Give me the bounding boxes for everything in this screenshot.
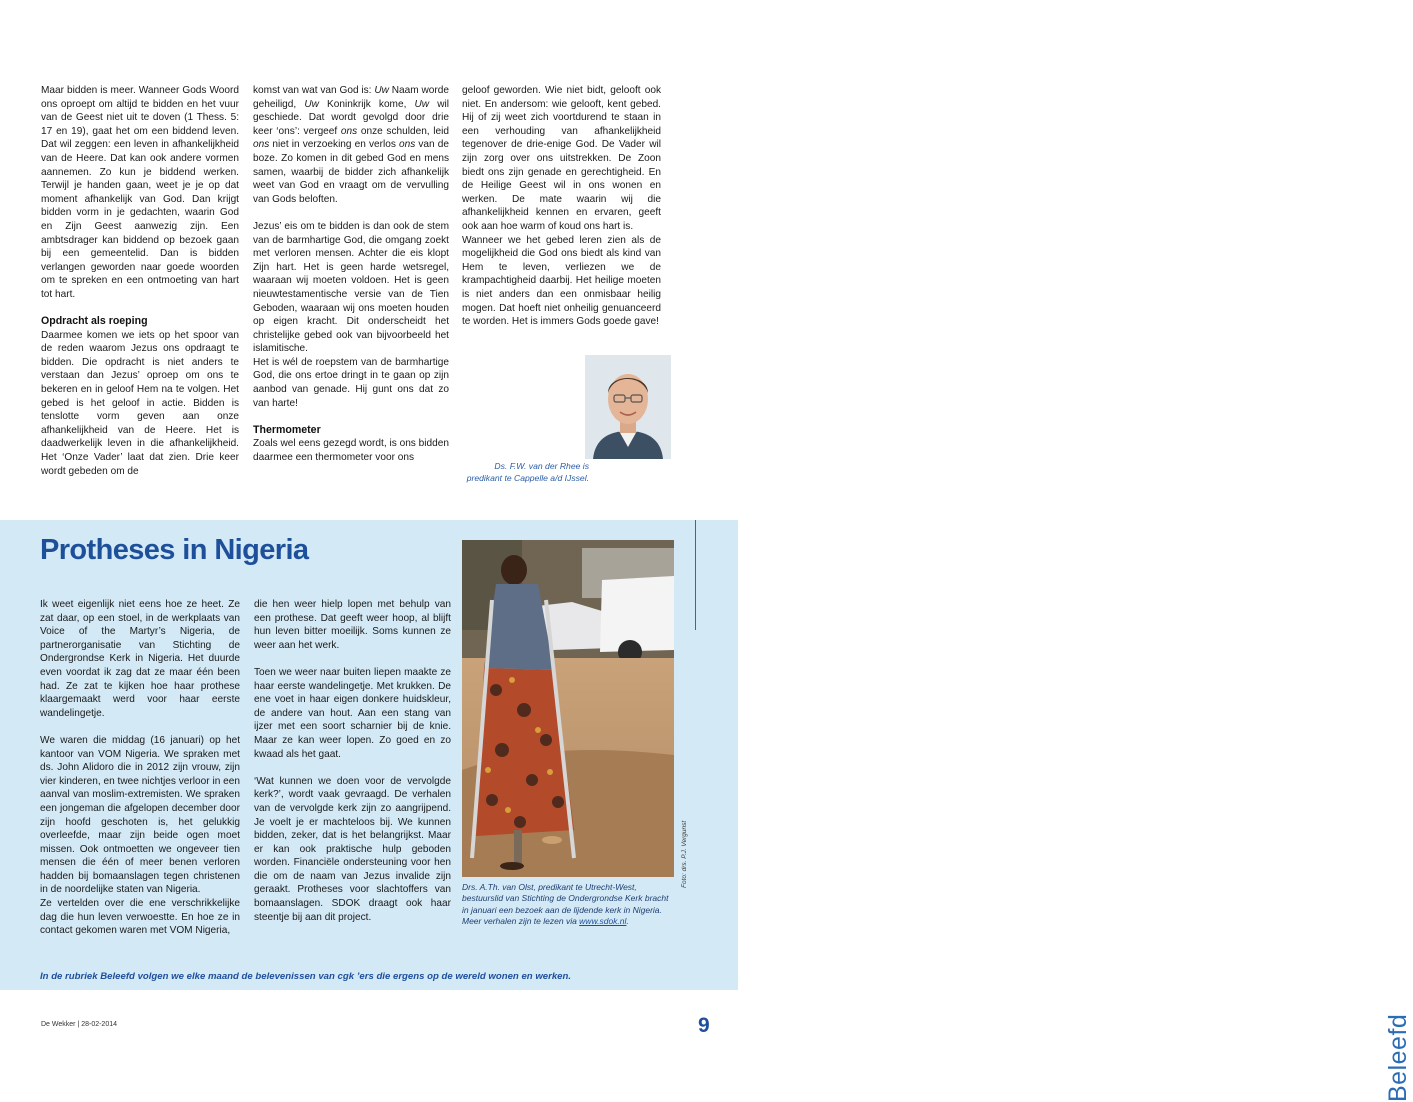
article-photo-woman-with-crutches: [462, 540, 674, 877]
paragraph: Ze vertelden over die ene verschrikkelijke dag die hun leven verwoestte. En hoe ze in contact gekomen waren met VOM Nigeria,: [40, 898, 240, 937]
author-caption: Ds. F.W. van der Rhee is predikant te Cappelle a/d IJssel.: [466, 461, 589, 483]
photo-caption-end: .: [626, 916, 629, 927]
paragraph: Zoals wel eens gezegd wordt, is ons bidden daarmee een thermometer voor ons: [253, 438, 449, 464]
paragraph: Wanneer we het gebed leren zien als de mogelijkheid die God ons biedt als kind van Hem te leven, verliezen we de krampachtigheid daarbij. Het heilige moeten is niet anders dan een onmisbaar heilig mogen. Dat hoeft niet onheilig genuanceerd te worden. Het is immers Gods goede gave!: [462, 234, 661, 328]
paragraph: ‘Wat kunnen we doen voor de vervolgde kerk?’, wordt vaak gevraagd. De verhalen van de vervolgde kerk zijn zo aangrijpend. Je voelt je er machteloos bij. We kunnen bidden, zeker, dat is het belangrijkst. Maar er kan ook praktische hulp geboden worden. Financiële ondersteuning voor hen die om de naam van Jezus invalide zijn geraakt. Protheses voor slachtoffers van bomaanslagen. SDOK draagt ook haar steentje bij aan dit project.: [254, 775, 451, 923]
paragraph: Het is wél de roepstem van de barmhartige God, die ons ertoe dringt in te gaan op zijn aanbod van genade. Hij gunt ons dat zo van harte!: [253, 356, 449, 409]
paragraph: Daarmee komen we iets op het spoor van de reden waarom Jezus ons opdraagt te bidden. Die opdracht is niet anders te verstaan dan Jezus’ oproep om ons te bekeren en in geloof Hem na te volgen. Het gebed is het geloof in actie. Bidden is tenslotte vorm geven aan onze afhankelijkheid van de Heere. Het is daadwerkelijk leven in die afhankelijkheid. Het ‘Onze Vader’ laat dat zien. Drie keer wordt gebeden om de: [41, 329, 239, 477]
rubric-note: In de rubriek Beleefd volgen we elke maand de belevenissen van cgk ’ers die ergens op de wereld wonen en werken.: [40, 971, 572, 982]
photo-caption-text: Drs. A.Th. van Olst, predikant te Utrecht-West, bestuurslid van Stichting de Ondergrondse Kerk bracht in januari een bezoek aan de lijdende kerk in Nigeria.: [462, 882, 669, 915]
section-label-wrapper: [697, 520, 1412, 1102]
author-portrait-photo: [585, 355, 671, 459]
article-photo-illustration: [462, 540, 674, 877]
subheading-opdracht: Opdracht als roeping: [41, 315, 148, 328]
article-column-2: [254, 598, 451, 924]
top-article-column-2: [253, 84, 449, 465]
section-label-beleefd: Beleefd: [1384, 1013, 1412, 1102]
footer-publication: De Wekker | 28-02-2014: [41, 1021, 118, 1028]
article-column-1: [40, 598, 240, 938]
paragraph: Ik weet eigenlijk niet eens hoe ze heet. Ze zat daar, op een stoel, in de werkplaats van Voice of the Martyr’s Nigeria, de partnerorganisatie van Stichting de Ondergrondse Kerk in Nigeria. Het duurde even voordat ik zag dat ze maar één been had. Ze zat te kijken hoe haar prothese klaargemaakt werd voor haar eerste wandelingetje.: [40, 599, 240, 719]
photo-credit: Foto: drs. P.J. Vergunst: [681, 820, 688, 888]
photo-caption: [462, 882, 677, 928]
paragraph: die hen weer hielp lopen met behulp van een prothese. Dat geeft weer hoop, al blijft hun leven bitter moeilijk. Soms kunnen ze weer aan het werk.: [254, 599, 451, 651]
article-title: Protheses in Nigeria: [40, 534, 309, 566]
paragraph: We waren die middag (16 januari) op het kantoor van VOM Nigeria. We spraken met ds. John Alidoro die in 2012 zijn vrouw, zijn vier kinderen, en twee nichtjes verloor in een aanval van moslim-extremisten. We spraken een jongeman die afgelopen december door zijn hoofd geschoten is, het gelukkig overleefde, maar zijn beide ogen moet missen. Ook ontmoetten we ongeveer tien mensen die één of meer benen verloren hadden bij bomaanslagen tegen christenen in de noordelijke staten van Nigeria.: [40, 734, 240, 896]
page-number: 9: [698, 1014, 710, 1037]
sdok-link[interactable]: www.sdok.nl: [579, 916, 627, 927]
paragraph: geloof geworden. Wie niet bidt, gelooft ook niet. En andersom: wie gelooft, kent gebed. Hij of zij weet zich voortdurend te staan in een verhouding van afhankelijkheid tegenover de drie-enige God. De Vader wil zijn zorg over ons uitstrekken. De Zoon biedt ons zijn genade en gerechtigheid. En de Heilige Geest wil in ons wonen en werken. De mate waarin wij die afhankelijkheid kennen en ervaren, geeft ook aan hoe warm of koud ons hart is.: [462, 85, 661, 232]
subheading-thermometer: Thermometer: [253, 423, 321, 436]
section-divider-line: [695, 520, 696, 630]
paragraph: Jezus’ eis om te bidden is dan ook de stem van de barmhartige God, die omgang zoekt met verloren mensen. Achter die eis klopt Zijn hart. Het is geen harde wetsregel, waaraan wij moeten voldoen. Het is geen nieuwtestamentische versie van de Tien Geboden, waaraan wij ons moeten houden op eigen kracht. Dit onderscheidt het christelijke gebed ook van bijvoorbeeld het islamitische.: [253, 220, 449, 355]
paragraph: Maar bidden is meer. Wanneer Gods Woord ons oproept om altijd te bidden en het vuur van de Geest niet uit te doven (1 Thess. 5: 17 en 19), gaat het om een biddend leven. Dat wil zeggen: een leven in afhankelijkheid van de Heere. Dat kan ook andere vormen aannemen. Zo kun je biddend werken. Terwijl je handen gaan, weet je je op dat moment afhankelijk van God. Dan krijgt bidden vorm in je gedachten, waarin God en Zijn Geest aanwezig zijn. Een ambtsdrager kan biddend op bezoek gaan bij een gemeentelid. Dan is bidden verlangen geworden naar goede woorden om te spreken en een ontmoeting van hart tot hart.: [41, 85, 239, 300]
top-article-column-3: [462, 84, 661, 329]
top-article-column-1: [41, 84, 239, 478]
paragraph-onze-vader: komst van wat van God is: Uw Naam worde geheiligd, Uw Koninkrijk kome, Uw wil geschiede. Dat wordt gevolgd door drie keer ‘ons’: vergeef ons onze schulden, leid ons niet in verzoeking en verlos ons van de boze. Zo komen in dit gebed God en mens samen, waarbij de bidder zich afhankelijk weet van God en vraagt om de vervulling van Gods beloften.: [253, 85, 449, 205]
photo-caption-more: Meer verhalen zijn te lezen via: [462, 916, 580, 927]
author-portrait-illustration: [585, 355, 671, 459]
paragraph: Toen we weer naar buiten liepen maakte ze haar eerste wandelingetje. Met krukken. De ene voet in haar eigen donkere huidskleur, de andere van hout. Aan een stang van ijzer met een soort scharnier bij de knie. Maar ze kan weer lopen. Zo goed en zo kwaad als het gaat.: [254, 666, 451, 760]
